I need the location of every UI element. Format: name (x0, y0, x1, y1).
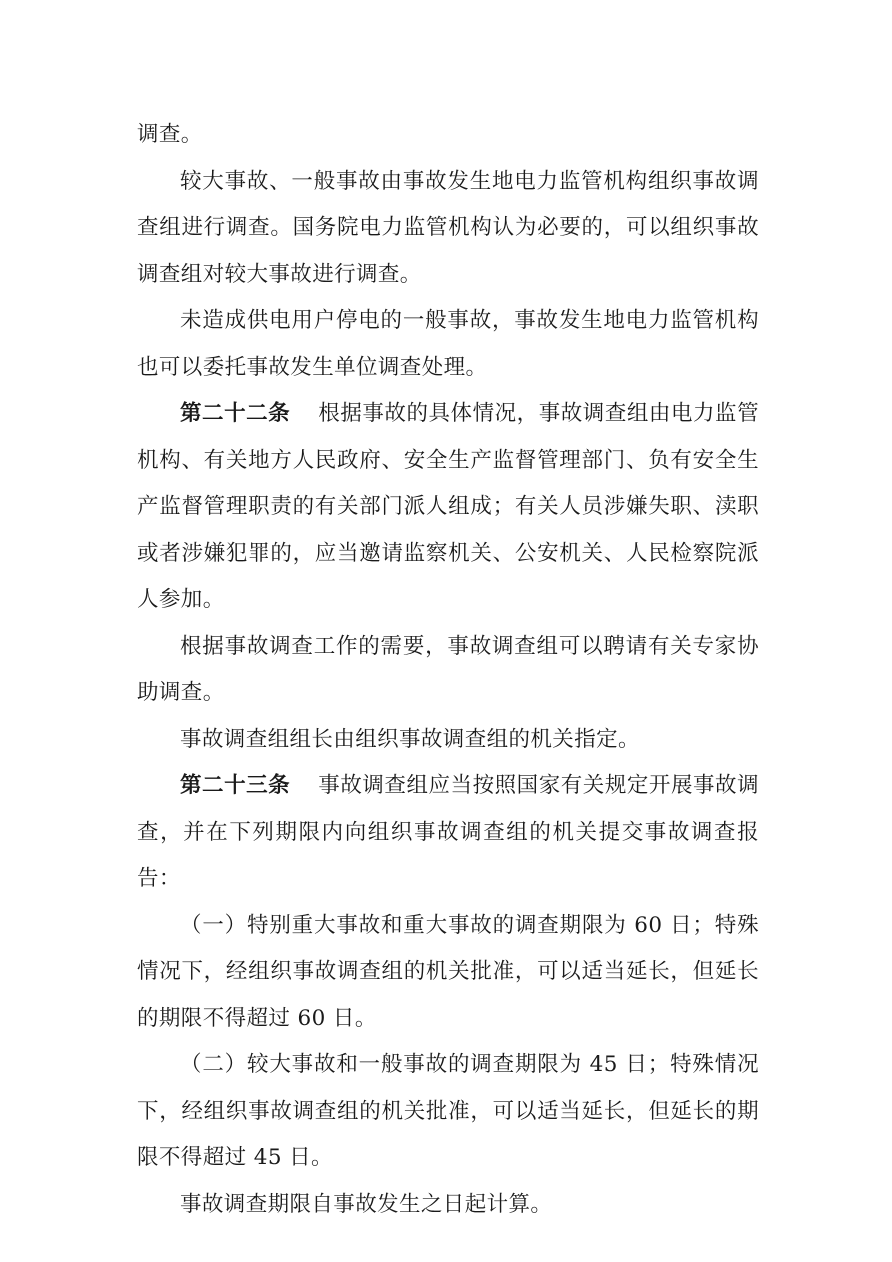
article-heading: 第二十三条 (180, 773, 291, 798)
article-heading: 第二十二条 (180, 401, 291, 426)
paragraph-text: 事故调查期限自事故发生之日起计算。 (180, 1191, 553, 1217)
article-22 (137, 391, 759, 624)
list-item-2 (137, 1042, 759, 1182)
article-23 (137, 763, 759, 903)
paragraph-text: 根据事故调查工作的需要，事故调查组可以聘请有关专家协助调查。 (137, 633, 759, 705)
paragraph-text: 未造成供电用户停电的一般事故，事故发生地电力监管机构也可以委托事故发生单位调查处理。 (137, 308, 759, 380)
document-body (137, 112, 759, 1228)
paragraph-2 (137, 159, 759, 299)
list-item-1 (137, 903, 759, 1043)
paragraph-10 (137, 1182, 759, 1229)
paragraph-1 (137, 112, 759, 159)
paragraph-3 (137, 298, 759, 391)
paragraph-text: 事故调查组应当按照国家有关规定开展事故调查，并在下列期限内向组织事故调查组的机关提交事故调查报告： (137, 773, 759, 891)
paragraph-text: 事故调查组组长由组织事故调查组的机关指定。 (180, 726, 640, 752)
paragraph-text: （一）特别重大事故和重大事故的调查期限为 60 日；特殊情况下，经组织事故调查组的机关批准，可以适当延长，但延长的期限不得超过 60 日。 (137, 912, 759, 1031)
paragraph-text: 较大事故、一般事故由事故发生地电力监管机构组织事故调查组进行调查。国务院电力监管机构认为必要的，可以组织事故调查组对较大事故进行调查。 (137, 168, 759, 287)
paragraph-text: 调查。 (137, 122, 203, 147)
paragraph-text: （二）较大事故和一般事故的调查期限为 45 日；特殊情况下，经组织事故调查组的机关批准，可以适当延长，但延长的期限不得超过 45 日。 (137, 1052, 759, 1170)
paragraph-6 (137, 717, 759, 764)
paragraph-5 (137, 624, 759, 717)
paragraph-text: 根据事故的具体情况，事故调查组由电力监管机构、有关地方人民政府、安全生产监督管理部门、负有安全生产监督管理职责的有关部门派人组成；有关人员涉嫌失职、渎职或者涉嫌犯罪的，应当邀请监察机关、公安机关、人民检察院派人参加。 (137, 401, 759, 612)
